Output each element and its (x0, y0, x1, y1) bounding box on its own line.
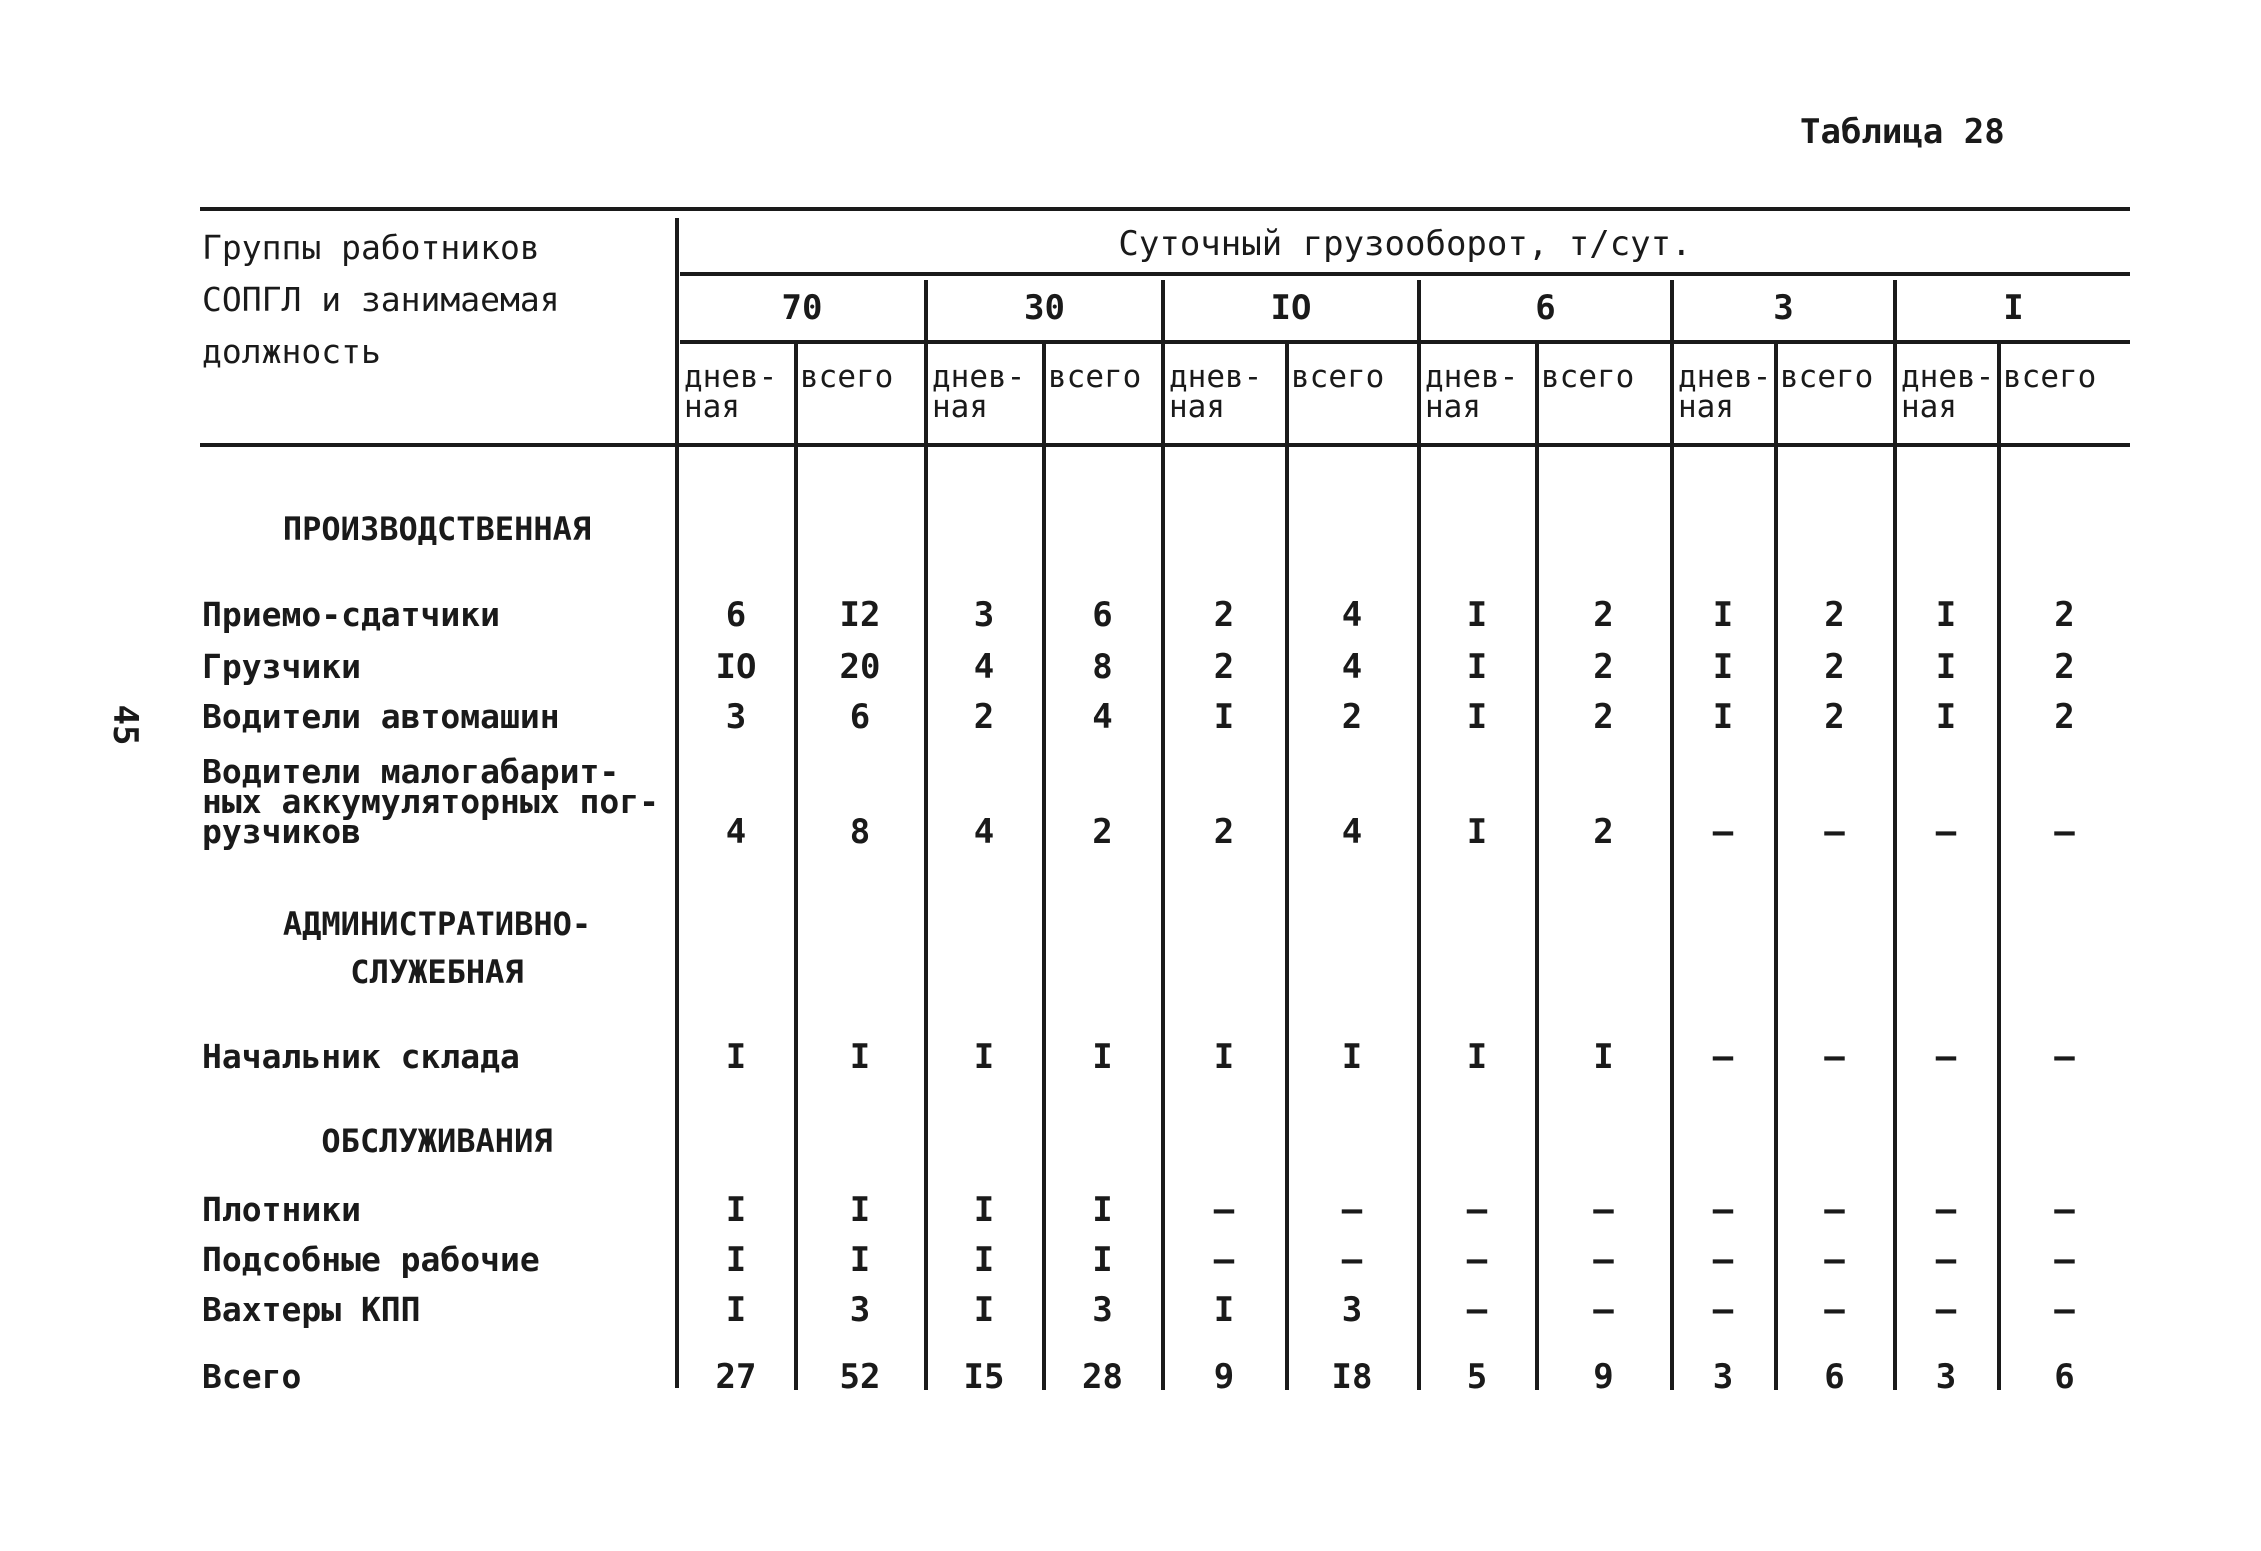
header-main-rule (680, 272, 2130, 276)
table-cell: – (1341, 1190, 1363, 1230)
table-cell: 20 (839, 647, 881, 687)
table-cell: 2 (1213, 647, 1235, 687)
table-cell: I (1466, 697, 1488, 737)
table-cell: – (1935, 1190, 1957, 1230)
sub-header-day: днев- ная (1678, 359, 1772, 425)
table-cell: 2 (973, 697, 995, 737)
sub-header-day: днев- ная (1901, 359, 1995, 425)
table-cell: – (1824, 1240, 1845, 1280)
table-cell: 4 (1341, 647, 1363, 687)
sub-header-total: всего (1291, 359, 1385, 395)
table-cell: 2 (1213, 595, 1235, 635)
table-cell: – (1712, 1240, 1734, 1280)
table-cell: I (1935, 595, 1957, 635)
table-cell: I (1213, 1290, 1235, 1330)
total-label: Всего (202, 1357, 302, 1396)
table-cell: 2 (1824, 595, 1845, 635)
table-cell: 8 (1092, 647, 1113, 687)
table-cell: I (1712, 647, 1734, 687)
sub-header-day: днев- ная (1169, 359, 1263, 425)
table-cell: 2 (2054, 647, 2075, 687)
table-cell: I (1092, 1037, 1113, 1077)
table-cell: I (725, 1240, 747, 1280)
sub-header-total: всего (1541, 359, 1635, 395)
sub-header-total: всего (800, 359, 894, 395)
table-cell: I (973, 1290, 995, 1330)
table-cell: I (849, 1037, 871, 1077)
table-cell: 2 (1092, 812, 1113, 852)
table-cell: I2 (839, 595, 881, 635)
table-cell: I (1466, 595, 1488, 635)
table-cell: – (1466, 1240, 1488, 1280)
table-cell: 2 (1593, 812, 1614, 852)
group-header-70: 70 (781, 288, 823, 328)
table-cell: 4 (1092, 697, 1113, 737)
table-cell: I (973, 1190, 995, 1230)
table-cell: I (1466, 812, 1488, 852)
table-cell: – (1341, 1240, 1363, 1280)
group-header-1: I (2003, 288, 2024, 328)
table-cell: 4 (1341, 595, 1363, 635)
section-title: ПРОИЗВОДСТВЕННАЯ (282, 510, 592, 548)
row-label: Водители малогабарит- ных аккумуляторных пог- рузчиков (202, 752, 659, 851)
table-cell: 2 (1341, 697, 1363, 737)
table-cell: I (725, 1290, 747, 1330)
table-cell: 6 (1824, 1357, 1845, 1397)
section-title: АДМИНИСТРАТИВНО- СЛУЖЕБНАЯ (282, 905, 592, 991)
table-cell: – (1466, 1190, 1488, 1230)
stub-divider (675, 218, 679, 1388)
table-cell: I (973, 1037, 995, 1077)
table-cell: I (849, 1240, 871, 1280)
row-label: Плотники (202, 1190, 361, 1229)
table-cell: 52 (839, 1357, 881, 1397)
table-cell: 8 (849, 812, 871, 852)
table-cell: – (2054, 1290, 2075, 1330)
table-cell: 6 (2054, 1357, 2075, 1397)
table-cell: 5 (1466, 1357, 1488, 1397)
table-cell: I (849, 1190, 871, 1230)
sub-header-total: всего (2003, 359, 2097, 395)
table-cell: – (1712, 1190, 1734, 1230)
table-cell: – (1935, 1037, 1957, 1077)
table-cell: 6 (849, 697, 871, 737)
row-label: Приемо-сдатчики (202, 595, 501, 634)
row-label: Водители автомашин (202, 697, 560, 736)
group-header-30: 30 (1024, 288, 1065, 328)
table-cell: I (1593, 1037, 1614, 1077)
table-cell: 4 (973, 647, 995, 687)
group-header-6: 6 (1535, 288, 1556, 328)
row-label: Грузчики (202, 647, 361, 686)
header-main-title: Суточный грузооборот, т/сут. (1118, 224, 1692, 264)
table-cell: 3 (973, 595, 995, 635)
table-cell: 4 (973, 812, 995, 852)
header-bottom-rule (200, 443, 2130, 447)
table-cell: 3 (1341, 1290, 1363, 1330)
table-cell: 3 (849, 1290, 871, 1330)
row-label: Вахтеры КПП (202, 1290, 421, 1329)
table-cell: – (1824, 812, 1845, 852)
row-label: Начальник склада (202, 1037, 520, 1076)
header-stub: Группы работников СОПГЛ и занимаемая должность (202, 228, 560, 371)
sub-header-day: днев- ная (932, 359, 1026, 425)
header-group-rule (680, 340, 2130, 344)
table-cell: – (2054, 1240, 2075, 1280)
table-cell: 2 (1213, 812, 1235, 852)
table-cell: 4 (1341, 812, 1363, 852)
table-cell: 3 (1935, 1357, 1957, 1397)
table-cell: I (1213, 1037, 1235, 1077)
table-top-rule (200, 207, 2130, 211)
table-cell: – (1935, 812, 1957, 852)
table-cell: I (1092, 1240, 1113, 1280)
table-cell: – (1466, 1290, 1488, 1330)
table-cell: 2 (1593, 697, 1614, 737)
table-cell: – (1213, 1240, 1235, 1280)
table-cell: – (2054, 1037, 2075, 1077)
table-cell: 6 (725, 595, 747, 635)
table-cell: I (1341, 1037, 1363, 1077)
table-cell: 6 (1092, 595, 1113, 635)
table-cell: – (1824, 1037, 1845, 1077)
table-cell: – (1593, 1240, 1614, 1280)
group-header-10: IO (1270, 288, 1312, 328)
table-cell: 9 (1213, 1357, 1235, 1397)
table-cell: I (1712, 697, 1734, 737)
table-cell: I5 (963, 1357, 1005, 1397)
sub-header-total: всего (1780, 359, 1874, 395)
table-cell: I (1466, 1037, 1488, 1077)
table-cell: I (1712, 595, 1734, 635)
table-cell: I (725, 1190, 747, 1230)
section-title: ОБСЛУЖИВАНИЯ (321, 1122, 553, 1160)
table-cell: 3 (1712, 1357, 1734, 1397)
table-cell: IO (715, 647, 757, 687)
table-cell: I (1935, 697, 1957, 737)
sub-header-day: днев- ная (684, 359, 778, 425)
table-cell: 3 (725, 697, 747, 737)
table-cell: I (725, 1037, 747, 1077)
table-cell: – (1824, 1190, 1845, 1230)
table-cell: – (1935, 1240, 1957, 1280)
table-cell: 28 (1082, 1357, 1123, 1397)
table-cell: 2 (2054, 595, 2075, 635)
table-cell: – (1213, 1190, 1235, 1230)
table-cell: – (1712, 1037, 1734, 1077)
sub-header-total: всего (1048, 359, 1142, 395)
table-cell: 27 (715, 1357, 757, 1397)
table-cell: I (1935, 647, 1957, 687)
table-cell: I8 (1331, 1357, 1373, 1397)
table-cell: 3 (1092, 1290, 1113, 1330)
table-cell: – (2054, 812, 2075, 852)
table-cell: – (1593, 1190, 1614, 1230)
table-cell: – (1712, 812, 1734, 852)
row-label: Подсобные рабочие (202, 1240, 540, 1279)
table-cell: – (1824, 1290, 1845, 1330)
table-cell: – (1935, 1290, 1957, 1330)
table-cell: 4 (725, 812, 747, 852)
table-cell: I (973, 1240, 995, 1280)
table-cell: I (1092, 1190, 1113, 1230)
table-cell: 2 (1824, 697, 1845, 737)
table-cell: – (1712, 1290, 1734, 1330)
table-cell: – (1593, 1290, 1614, 1330)
sub-header-day: днев- ная (1425, 359, 1519, 425)
table-cell: I (1213, 697, 1235, 737)
table-cell: 2 (1593, 595, 1614, 635)
table-cell: – (2054, 1190, 2075, 1230)
table-cell: 2 (2054, 697, 2075, 737)
group-header-3: 3 (1773, 288, 1794, 328)
table-caption: Таблица 28 (1800, 112, 2005, 152)
page-number: 45 (105, 704, 145, 746)
table-cell: 2 (1824, 647, 1845, 687)
table-cell: 2 (1593, 647, 1614, 687)
table-cell: I (1466, 647, 1488, 687)
table-cell: 9 (1593, 1357, 1614, 1397)
